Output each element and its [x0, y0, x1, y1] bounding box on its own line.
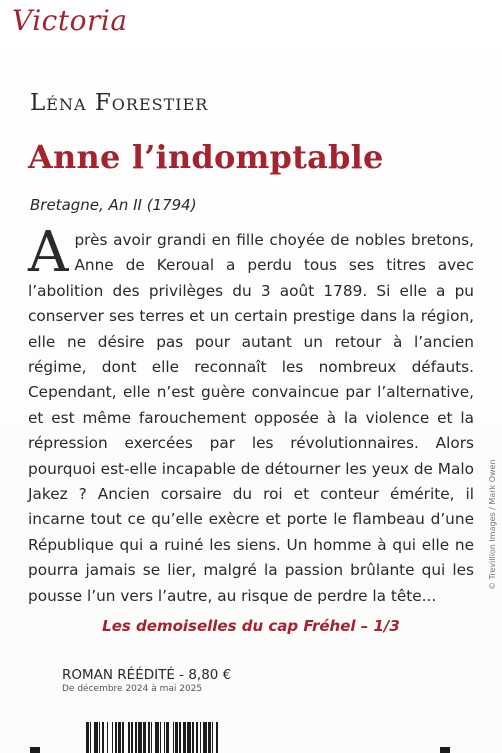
barcode-gap: [218, 722, 219, 753]
publisher-logo: Victoria: [12, 4, 128, 37]
book-blurb: [28, 220, 474, 609]
crop-mark-right: [440, 747, 450, 753]
blurb-text: près avoir grandi en fille choyée de nobles bretons, Anne de Keroual a perdu tous ses titres avec l’abolition des privilèges du 3 août 1789. Si elle a pu conserver ses terres et un certain prestige dans la région, elle ne désire pas pour autant un retour à l’ancien régime, dont elle reconnaît les nombreux défauts. Cependant, elle n’est guère convaincue par l’alternative, et est même farouchement opposée à la violence et la répression exercées par les révolutionnaires. Alors pourquoi est-elle incapable de détourner les yeux de Malo Jakez ? Ancien corsaire du roi et conteur émérite, il incarne tout ce qu’elle exècre et porte le flambeau d’une République qui a ruiné les siens. Un homme à qui elle ne pourra jamais se lier, malgré la passion brûlante qui les pousse l’un vers l’autre, au risque de perdre la tête...: [28, 231, 474, 605]
price-line: ROMAN RÉÉDITÉ - 8,80 €: [62, 667, 232, 683]
crop-mark-left: [30, 747, 40, 753]
blurb-dropcap: A: [28, 220, 69, 285]
photo-credit: © Trevillion Images / Mark Owen: [488, 459, 497, 590]
barcode: [86, 722, 326, 753]
book-subtitle: Bretagne, An II (1794): [30, 196, 197, 214]
series-name: Les demoiselles du cap Fréhel – 1/3: [102, 617, 400, 635]
release-dates: De décembre 2024 à mai 2025: [62, 684, 203, 694]
author-name: Léna Forestier: [30, 90, 209, 116]
book-title: Anne l’indomptable: [28, 138, 384, 176]
